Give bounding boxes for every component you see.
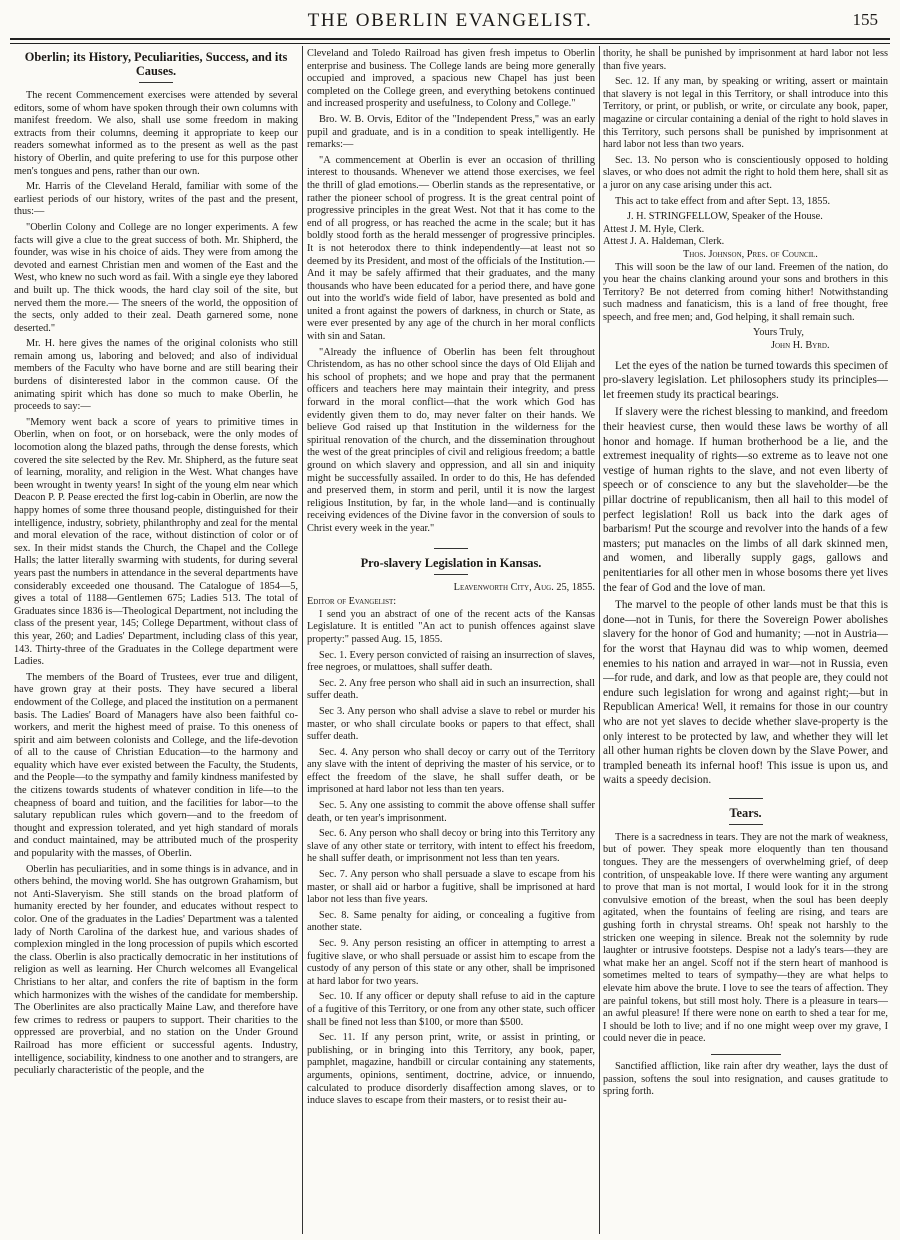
paragraph: Sanctified affliction, like rain after dry weather, lays the dust of passion, softens the soul into resignation, and causes gratitude to spring forth. <box>603 1060 888 1098</box>
column-divider-1 <box>302 46 303 1234</box>
paragraph: "A commencement at Oberlin is ever an occasion of thrilling interest to thousands. Whenever we attend those exercises, we feel the thrill of glad emotions.— Oberlin stands as the representative, or rather the pioneer school of progress. It is the great central point of progressive principles in the great West. Not that it has come to the end of all progress, or has reached the acme in the scale; but it has boldly stood forth as the herald messenger of progressive principles. It is not heterodox there to think independently—at least not so deemed by its President, and most of the officials of the Institution.— And it may be safely affirmed that their graduates, and the many thousands who have been educated for a period there, and have gone out into the world's wide field of labor, have presented as bold and united a front against the powers of darkness, in church or State, as were ever presented by any age of the church in her moral conflicts with sin and Satan. <box>307 154 595 343</box>
paragraph: The members of the Board of Trustees, ever true and diligent, have grown gray at their posts. They have secured a liberal endowment of the College, and placed the institution on a permanent basis. The Ladies' Board of Managers have also been faithful co-workers, and merit the highest meed of praise. To this oneness of spirit and aim between colonists and College, and the life-devotion of all to the cause of Christian Education—to the harmony and equality which have ever existed between the Faculty, the Students, and the People—to the sympathy and family kindness manifested by the citizens towards students of whatever condition in life—to the cheapness of board and tuition, and the facilities for labor—to the salutary republican rules which govern—and to the freedom of thought and expression tolerated, and yet high standard of morals and conduct maintained, may be attributed much of the prosperity and popularity with the masses, of Oberlin. <box>14 671 298 860</box>
paragraph: Oberlin has peculiarities, and in some things is in advance, and in others behind, the moving world. She has outgrown Grahamism, but not Anti-Slaveryism. She still stands on the broad platform of humanity erected by her founder, and educates without respect to color. One of the graduates in the Ladies' Department was a talented lady of North Carolina of the darkest hue, and various shades of complexion mingled in the long procession of pupils which escorted the class. Oberlin is also practically democratic in her institutions of religion as well as learning. Her Church welcomes all Evangelical Christians to her altar, and confers the rite of baptism in the form which harmonizes with the wishes of the candidate for membership. The Oberlinites are also practically Maine Law, and therefore have few crimes to redress or paupers to support. Their charities to the oppressed are proverbial, and no station on the Under Ground Railroad has more efficient or successful agents. Industry, intelligence, sociability, kindness to one another and to strangers, are peculiarly characteristic of the people, and the <box>14 863 298 1077</box>
heading-separator <box>139 82 173 83</box>
signature-council: Thos. Johnson, Pres. of Council. <box>683 248 818 260</box>
signature-attest-2: Attest J. A. Haldeman, Clerk. <box>603 236 725 248</box>
paragraph: Mr. H. here gives the names of the original colonists who still remain among us, laboring and beloved; and also of individual members of the Faculty who have borne and are still bearing their burdens of disinterested labor in the common cause. Of the animating spirit which has done so much to make Oberlin, he proceeds to say:— <box>14 338 298 413</box>
page-number: 155 <box>852 10 878 29</box>
law-section: Sec. 6. Any person who shall decoy or bring into this Territory any slave of any other state or territory, with intent to effect his freedom, he shall suffer death, or imprisonment not less than ten years. <box>307 828 595 865</box>
article-heading-oberlin: Oberlin; its History, Peculiarities, Success, and its Causes. <box>24 50 288 78</box>
law-section: Sec. 13. No person who is conscientiously opposed to holding slaves, or who does not admit the right to hold them here, shall sit as a juror on any case arising under this act. <box>603 154 888 191</box>
paragraph: This will soon be the law of our land. Freemen of the nation, do you hear the chains clanking around your sons and brothers in this Territory? Be not deterred from coming hither! Notwithstanding such madness and fanaticism, this is a land of free thought, free speech, and free men; and, God helping, it shall remain such. <box>603 261 888 323</box>
paragraph: "Memory went back a score of years to primitive times in Oberlin, when on foot, or on horseback, were the only modes of locomotion along the blazed paths, through the dense forests, which covered the site selected by the Rev. Mr. Shipherd, as the future seat of learning, morality, and religion in the West. What changes have been wrought in twenty years! In sight of the young elm near which Deacon P. P. Pease erected the first log-cabin in Oberlin, are now the happy homes of some three thousand people, distinguished for their intelligence, industry, sobriety, philanthrophy and zeal for the mental and moral elevation of the race, without distinction of color or of sex. In their midst stands the Church, the Chapel and the College Halls; the latter literally swarming with students, for during several years past the numbers in attendance in the several departments have considerably exceeded one thousand. The Catalogue of 1854—5, gives a total of 1188—Gentlemen 675; Ladies 513. The total of Graduates since 1836 is—Theological Department, not including the class of the present year, 145; College Department, without class of this year, 260; and Ladies' Department, including class of this year, 143. Thirty-three of the Graduates in the College department were Ladies. <box>14 416 298 668</box>
commentary-paragraph: If slavery were the richest blessing to mankind, and freedom their heaviest curse, then would these laws be worthy of all honor and homage. If human brotherhood be a lie, and the extremest inequality of rights—so extreme as to leave not one vestige of human rights to the slave, and not even liberty of speech or of conscience to any but the slaveholder—be the pillar doctrine of republicanism, then all hail to this model of perfect legislation! Roll us back into the dark ages of barbarism! Put the scourge and revolver into the hands of a few masters; put manacles on the limbs of all dark skinned men, and women, and liberally supply gags, gallows and penitentiaries for all other men in whose bosoms there yet lives the fear of God and the love of man. <box>603 406 888 594</box>
law-section: Sec. 5. Any one assisting to commit the above offense shall suffer death, or ten year's imprisonment. <box>307 800 595 824</box>
signature-speaker: J. H. STRINGFELLOW, Speaker of the House. <box>627 211 823 223</box>
dateline: Leavenworth City, Aug. 25, 1855. <box>453 581 595 593</box>
paragraph: Bro. W. B. Orvis, Editor of the "Independent Press," was an early pupil and graduate, and is in a condition to speak intelligently. He remarks:— <box>307 113 595 151</box>
law-section: Sec. 4. Any person who shall decoy or carry out of the Territory any slave with the intent of depriving the master of his service, or to effect the freedom of the slave, he shall suffer death, or be imprisoned at hard labor not less than ten years. <box>307 746 595 796</box>
valediction: Yours Truly, <box>753 327 804 339</box>
heading-separator <box>434 574 468 575</box>
article-heading-tears: Tears. <box>729 805 762 820</box>
paragraph: This act to take effect from and after Sept. 13, 1855. <box>615 195 831 207</box>
masthead-rule <box>10 38 890 44</box>
paragraph: The recent Commencement exercises were attended by several editors, some of whom have spoken through their own columns with manifest freedom. We also, shall use some freedom in making extracts from their columns, deeming it appropriate to keep our readers somewhat informed as to the present as well as the past history of Oberlin, and quite prefering to use for this purpose other men's tongues and pens, rather than our own. <box>14 90 298 177</box>
author-signature: John H. Byrd. <box>771 340 830 352</box>
salutation: Editor of Evangelist: <box>307 596 397 608</box>
signature-attest-1: Attest J. M. Hyle, Clerk. <box>603 223 705 235</box>
law-section: Sec. 1. Every person convicted of raising an insurrection of slaves, free negroes, or mulattoes, shall suffer death. <box>307 649 595 674</box>
law-section: Sec. 7. Any person who shall persuade a slave to escape from his master, or shall aid or harbor a fugitive, shall be imprisoned at hard labor not less than five years. <box>307 869 595 906</box>
law-section: Sec. 9. Any person resisting an officer in attempting to arrest a fugitive slave, or who shall persuade or assist him to escape from the custody of any person of this state or any other, shall be imprisoned at hard labor for two years. <box>307 938 595 987</box>
newspaper-title: THE OBERLIN EVANGELIST. <box>307 10 593 31</box>
paragraph: thority, he shall be punished by imprisonment at hard labor not less than five years. <box>603 48 888 72</box>
column-3 <box>603 48 888 1236</box>
paragraph: "Already the influence of Oberlin has been felt throughout Christendom, as has no other school since the days of Old Elijah and his school of prophets; and we hope and pray that the permanent officers and teachers here may maintain their integrity, and press forward in the moral conflict—that the work which God has evidently given them to do, may never falter on their hands. We believe God raised up that Institution in the wilderness for the spiritual renovation of the church, and the dissemination throughout the west of the great principles of civil and religious freedom; a battle ground on which slavery and oppression, and all sin and iniquity might be successfully assailed. In order to do this, He has defended and preserved them, in storm and peril, until it is now the largest religious Institution, by far, in the whole land—and is continually receiving evidences of the Divine favor in the conversion of souls to Christ every week in the year." <box>307 346 595 534</box>
law-section: Sec. 8. Same penalty for aiding, or concealing a fugitive from another state. <box>307 909 595 934</box>
paragraph: "Oberlin Colony and College are no longer experiments. A few facts will give a clue to the great success of both. Mr. Shipherd, the founder, was wise in his choice of aids. They were from among the devoted and earnest Christian men and women of the East and the West, who knew no such word as fail. With a single eye they labored and built up. The thick woods, the hard clay soil of the site, but nerved them the more.— The sneers of the world, the opposition of the sects, only added to their zeal. Death garnered some, none deserted." <box>14 221 298 334</box>
law-section: Sec. 11. If any person print, write, or assist in printing, or publishing, or in bringing into this Territory, any book, paper, pamphlet, magazine, handbill or circular containing any statements, arguments, opinions, sentiment, doctrine, advice, or innuendo, calculated to produce disorderly disaffection among slaves, or to induce slaves to escape from their masters, or to resist their au- <box>307 1032 595 1107</box>
article-heading-kansas: Pro-slavery Legislation in Kansas. <box>360 555 542 570</box>
law-section: Sec. 10. If any officer or deputy shall refuse to aid in the capture of a fugitive of this Territory, or one from any other state, such officer shall be fined not less than $100, or more than $500. <box>307 991 595 1028</box>
heading-separator <box>729 824 763 825</box>
column-2 <box>307 48 595 1236</box>
column-1 <box>14 48 298 1236</box>
section-separator <box>711 1054 781 1055</box>
paragraph: Mr. Harris of the Cleveland Herald, familiar with some of the earliest periods of our history, writes of the past and the present, thus:— <box>14 181 298 218</box>
commentary-paragraph: The marvel to the people of other lands must be that this is done—not in Tunis, for there the Sovereign Power abolishes slavery for the honor of God and humanity; —not in Austria—for the worst that Haynau did was to whip women, deemed enemies to his nation and arrayed in war—not in Russia, even—for rude, and dark, and low as that people are, they could not endure such legislation for wrong and against right;—but in Republican America! Well, it remains for those in our country who are not yet slaves to decide whether slave-property is the only interest to be protected by law, and whether they will let all other human rights be cloven down by the Slave Power, and trampled beneath its infernal hoof! This issue is upon us, and waits a speedy decision. <box>603 599 888 787</box>
section-separator <box>729 798 763 799</box>
masthead <box>0 0 900 36</box>
commentary-paragraph: Let the eyes of the nation be turned towards this specimen of pro-slavery legislation. Let philosophers study its principles—let freemen study its practical bearings. <box>603 359 888 401</box>
paragraph: Cleveland and Toledo Railroad has given fresh impetus to Oberlin enterprise and business. The College lands are being more generally occupied and improved, a spacious new Chapel has just been completed on the College green, and everything betokens continued and increased prosperity and usefulness, to Colony and College." <box>307 48 595 110</box>
section-separator <box>434 548 468 549</box>
law-section: Sec. 2. Any free person who shall aid in such an insurrection, shall suffer death. <box>307 677 595 702</box>
law-section: Sec 3. Any person who shall advise a slave to rebel or murder his master, or who shall circulate books or papers to that effect, shall suffer death. <box>307 705 595 743</box>
column-divider-2 <box>599 46 600 1234</box>
law-section: Sec. 12. If any man, by speaking or writing, assert or maintain that slavery is not legal in this Territory, or shall introduce into this Territory, or print, or publish, or write, or circulate any book, paper, magazine or circular containing a denial of the right to hold slaves in this Territory, such persons shall be punished by imprisonment at hard labor not less than two years. <box>603 76 888 151</box>
paragraph: There is a sacredness in tears. They are not the mark of weakness, but of power. They speak more eloquently than ten thousand tongues. They are the messengers of overwhelming grief, of deep contrition, of unspeakable love. If there were wanting any argument to prove that man is not mortal, I would look for it in the strong convulsive emotion of the breast, when the soul has been deeply agitated, when the fountains of feeling are rising, and tears are gushing forth in chrystal streams. Oh! speak not harshly to the stricken one weeping in silence. Break not the solemnity by rude laughter or intrusive footsteps. Despise not a lady's tears—they are what make her an angel. Scoff not if the stern heart of manhood is sometimes melted to tears of sympathy—they are what helps to elevate him above the brute. I love to see the tears of affection. They are painful tokens, but still most holy. There is a pleasure in tears—an awful pleasure! If there were none on earth to shed a tear for me, I should be loth to live; and if no one might weep over my grave, I could never die in peace. <box>603 831 888 1045</box>
paragraph: I send you an abstract of one of the recent acts of the Kansas Legislature. It is entitled "An act to punish offences against slave property:" passed Aug. 15, 1855. <box>307 608 595 645</box>
